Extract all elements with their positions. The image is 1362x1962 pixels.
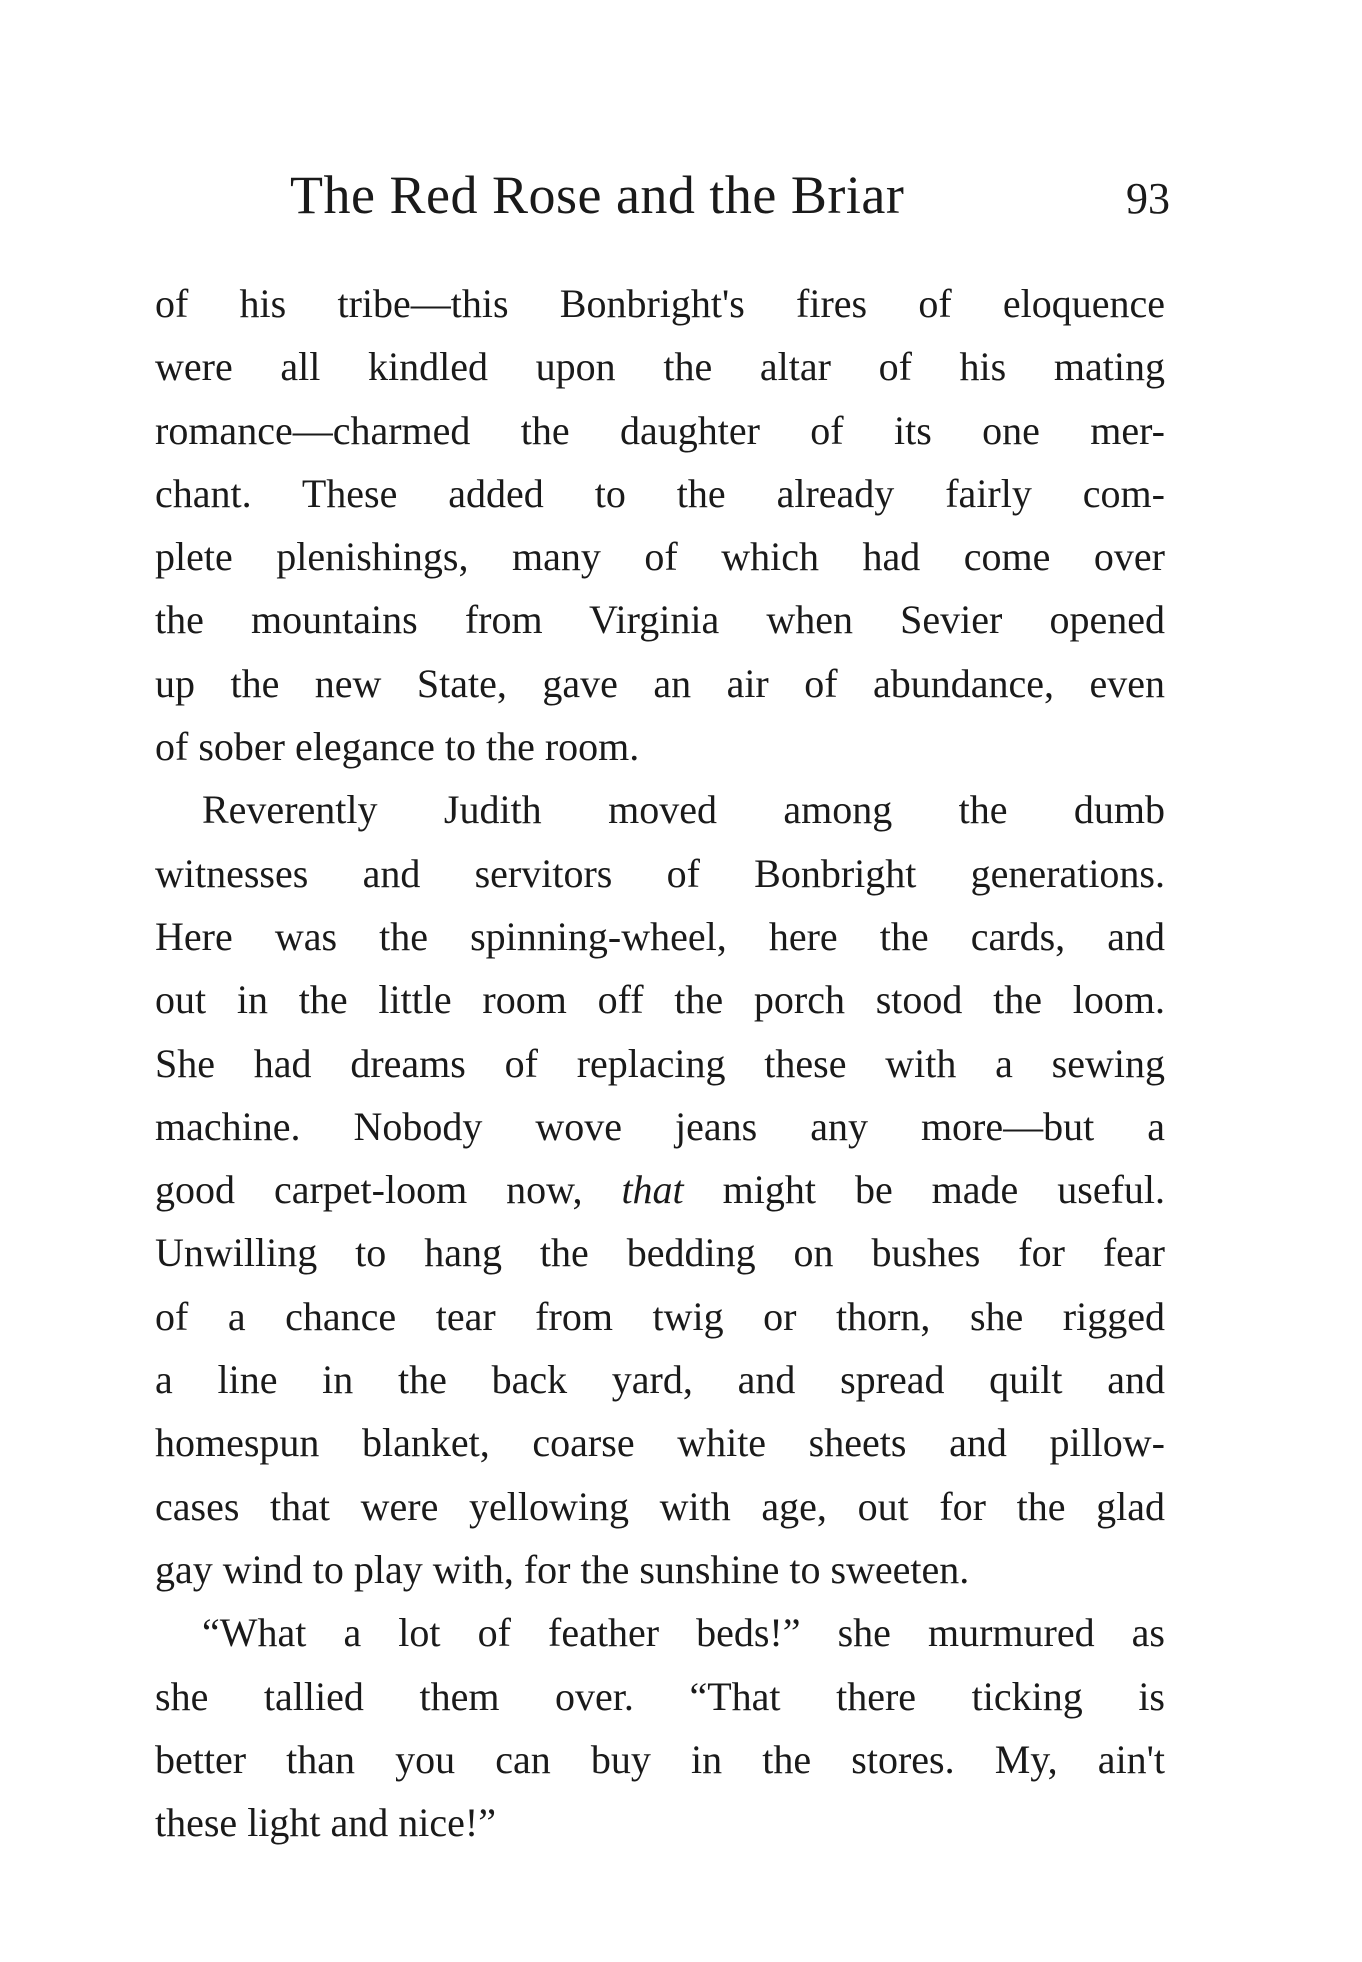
text-line: of a chance tear from twig or thorn, she rigged [155, 1293, 1165, 1339]
italic-word: that [621, 1167, 684, 1213]
text-segment: good carpet-loom now, [155, 1167, 622, 1213]
text-line: machine. Nobody wove jeans any more—but a [155, 1103, 1165, 1149]
text-line: Unwilling to hang the bedding on bushes for fear [155, 1230, 1165, 1276]
text-line: witnesses and servitors of Bonbright generations. [155, 850, 1165, 896]
text-line-with-italic [155, 1158, 1165, 1221]
text-line: cases that were yellowing with age, out for the glad [155, 1483, 1165, 1529]
text-line: of sober elegance to the room. [155, 724, 640, 770]
text-line: Reverently Judith moved among the dumb [202, 787, 1165, 833]
text-line: better than you can buy in the stores. My, ain't [155, 1736, 1165, 1782]
text-line: gay wind to play with, for the sunshine to sweeten. [155, 1546, 970, 1592]
body-text [155, 272, 1165, 1854]
text-line: these light and nice!” [155, 1800, 496, 1846]
text-line: homespun blanket, coarse white sheets and pillow- [155, 1420, 1165, 1466]
text-line: “What a lot of feather beds!” she murmured as [202, 1610, 1165, 1656]
text-segment: might be made useful. [683, 1167, 1166, 1213]
text-line: chant. These added to the already fairly com- [155, 470, 1165, 516]
text-line: a line in the back yard, and spread quilt and [155, 1357, 1165, 1403]
text-line: Here was the spinning-wheel, here the cards, and [155, 913, 1165, 959]
text-line: of his tribe—this Bonbright's fires of eloquence [155, 281, 1165, 326]
text-line: up the new State, gave an air of abundance, even [155, 660, 1165, 706]
text-line: romance—charmed the daughter of its one mer- [155, 407, 1165, 453]
text-line: plete plenishings, many of which had come over [155, 534, 1165, 580]
text-line: out in the little room off the porch stood the loom. [155, 977, 1165, 1023]
text-line: She had dreams of replacing these with a sewing [155, 1040, 1165, 1086]
text-line: the mountains from Virginia when Sevier opened [155, 597, 1165, 643]
page-number: 93 [1126, 174, 1170, 223]
running-head [290, 160, 1170, 230]
running-title: The Red Rose and the Briar [290, 165, 905, 225]
text-line: she tallied them over. “That there ticking is [155, 1673, 1165, 1719]
text-line: were all kindled upon the altar of his mating [155, 344, 1165, 390]
